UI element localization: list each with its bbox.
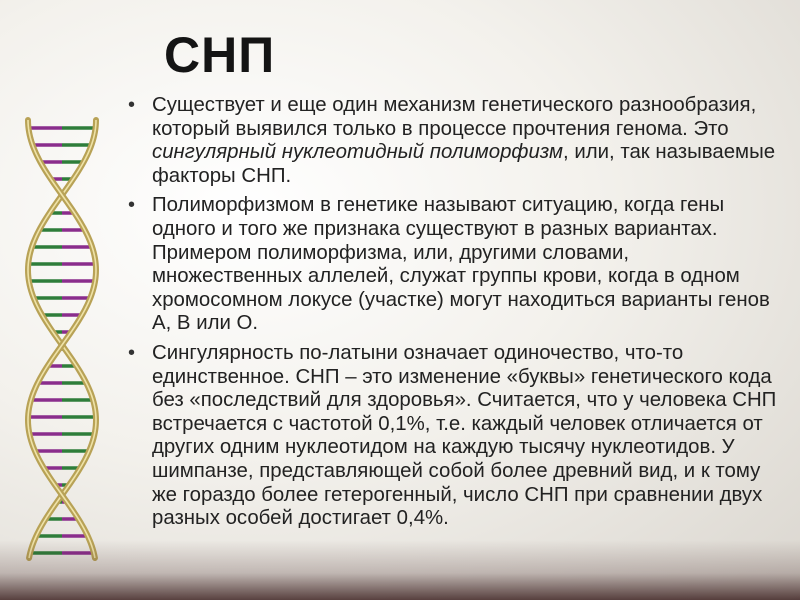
bullet-dot: • <box>128 341 136 364</box>
dna-strand <box>28 120 96 558</box>
bullet-text-1b: , или, так называемые факторы СНП. <box>152 141 776 187</box>
bullet-list <box>128 94 778 537</box>
bullet-text-1a: Существует и еще один механизм генетического разнообразия, который выявился только в процессе прочтения генома. Это <box>152 94 757 140</box>
bullet-dot: • <box>128 94 136 116</box>
dna-helix-illustration <box>0 0 140 600</box>
bullet-dot: • <box>128 194 136 217</box>
bullet-item-1 <box>128 94 778 188</box>
bullet-item-2 <box>128 194 778 336</box>
slide-title: СНП <box>164 27 276 83</box>
bullet-text-2: Полиморфизмом в генетике называют ситуацию, когда гены одного и того же признака существуют в разных вариантах. Примером полиморфизма, или, другими словами, множественных аллелей, служат группы крови, когда в одном хромосомном локусе (участке) могут находиться варианты генов А, В или О. <box>152 194 770 335</box>
bullet-item-3 <box>128 342 778 531</box>
bullet-text-3: Сингулярность по-латыни означает одиночество, что-то единственное. СНП – это изменение «буквы» генетического кода без «последствий для здоровья». Считается, что у человека СНП встречается с частотой 0,1%, т.е. каждый человек отличается от других одним нуклеотидом на каждую тысячу нуклеотидов. У шимпанзе, представляющей собой более древний вид, и к тому же гораздо более гетерогенный, число СНП при сравнении двух разных особей достигает 0,4%. <box>152 341 777 530</box>
bullet-text-1-italic: сингулярный нуклеотидный полиморфизм <box>152 141 564 164</box>
